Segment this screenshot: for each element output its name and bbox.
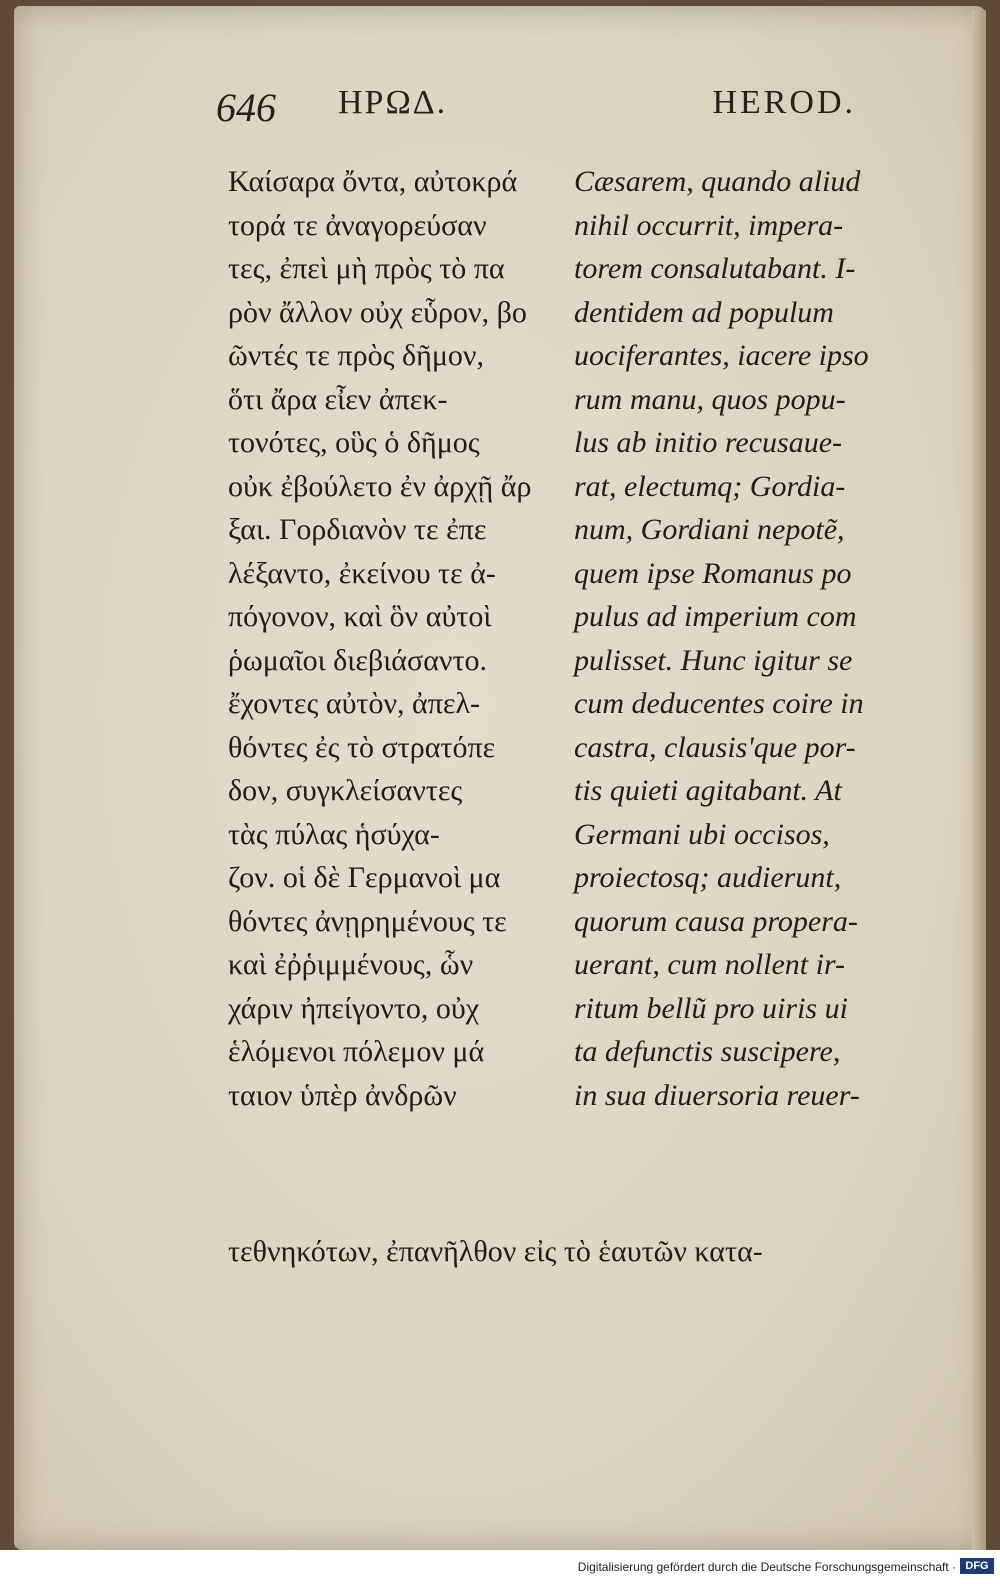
latin-text-line: ritum bellũ pro uiris ui — [574, 991, 848, 1025]
greek-text-line: ἑλόμενοι πόλεμον μά — [228, 1035, 485, 1068]
latin-text-line: nihil occurrit, impera- — [574, 208, 844, 242]
latin-text-line: Cæsarem, quando aliud — [574, 165, 861, 198]
greek-text-line: τορά τε ἀναγορεύσαν — [228, 208, 487, 242]
latin-text-line: uociferantes, iacere ipso — [574, 339, 869, 372]
greek-text-line: θόντες ἐς τὸ στρατόπε — [228, 730, 496, 764]
latin-running-title: HEROD. — [712, 84, 856, 121]
page-edge — [972, 10, 986, 1550]
latin-text-line: Germani ubi occisos, — [574, 817, 830, 851]
greek-text-line: οὐκ ἐβούλετο ἐν ἀρχῇ ἄρ — [228, 469, 532, 503]
greek-text-line: ζον. οἱ δὲ Γερμανοὶ μα — [228, 861, 501, 894]
latin-text-line: lus ab initio recusaue- — [574, 426, 843, 459]
dfg-logo: DFG — [960, 1558, 994, 1574]
greek-final-line: τεθνηκότων, ἐπανῆλθον εἰς τὸ ἑαυτῶν κατα- — [228, 1235, 763, 1268]
greek-text-line: ἔχοντες αὐτὸν, ἀπελ- — [228, 687, 481, 720]
page-number: 646 — [216, 85, 276, 130]
latin-text-line: quem ipse Romanus po — [574, 556, 852, 590]
footer-credit: Digitalisierung gefördert durch die Deutsche Forschungsgemeinschaft · — [577, 1560, 956, 1574]
greek-text-line: λέξαντο, ἐκείνου τε ἀ- — [228, 556, 496, 590]
latin-text-line: torem consalutabant. I- — [574, 252, 856, 285]
running-header — [216, 76, 856, 136]
greek-running-title: ΗΡΩΔ. — [338, 84, 448, 121]
latin-text-line: pulus ad imperium com — [574, 600, 857, 633]
latin-text-line: in sua diuersoria reuer- — [574, 1078, 860, 1112]
greek-text-line: ξαι. Γορδιανὸν τε ἐπε — [228, 513, 487, 546]
latin-text-column — [574, 160, 900, 1117]
latin-text-line: castra, clausis'que por- — [574, 730, 856, 764]
greek-text-line: ταιον ὑπὲρ ἀνδρῶν — [228, 1078, 457, 1112]
greek-text-line: χάριν ἠπείγοντο, οὐχ — [228, 991, 480, 1025]
digitization-footer — [0, 1550, 1000, 1584]
greek-text-line: ῶντές τε πρὸς δῆμον, — [228, 339, 484, 372]
greek-text-line: πόγονον, καὶ ὃν αὐτοὶ — [228, 600, 492, 633]
greek-text-line: δον, συγκλείσαντες — [228, 774, 463, 807]
latin-text-line: quorum causa propera- — [574, 904, 858, 938]
greek-text-column — [228, 160, 558, 1117]
greek-text-line: τὰς πύλας ἡσύχα- — [228, 817, 440, 851]
latin-text-line: rat, electumq; Gordia- — [574, 469, 846, 503]
greek-text-line: Καίσαρα ὄντα, αὐτοκρά — [228, 165, 518, 198]
greek-text-line: τες, ἐπεὶ μὴ πρὸς τὸ πα — [228, 252, 505, 285]
latin-text-line: uerant, cum nollent ir- — [574, 948, 846, 981]
latin-text-line: ta defunctis suscipere, — [574, 1035, 841, 1068]
greek-text-line: ρὸν ἄλλον οὐχ εὗρον, βο — [228, 295, 527, 329]
greek-text-line: καὶ ἐῤῥιμμένους, ὧν — [228, 948, 474, 981]
latin-text-line: pulisset. Hunc igitur se — [574, 643, 853, 677]
greek-text-line: θόντες ἀνῃρημένους τε — [228, 904, 507, 938]
greek-text-line: ὅτι ἄρα εἶεν ἀπεκ- — [228, 382, 448, 416]
latin-text-line: proiectosq; audierunt, — [574, 861, 842, 894]
latin-text-line: tis quieti agitabant. At — [574, 774, 842, 807]
latin-text-line: cum deducentes coire in — [574, 687, 864, 720]
greek-text-line: τονότες, οὓς ὁ δῆμος — [228, 426, 480, 459]
greek-text-line: ῥωμαῖοι διεβιάσαντο. — [228, 643, 488, 677]
latin-text-line: num, Gordiani nepotẽ, — [574, 513, 845, 546]
latin-text-line: dentidem ad populum — [574, 295, 834, 329]
latin-text-line: rum manu, quos popu- — [574, 382, 846, 416]
